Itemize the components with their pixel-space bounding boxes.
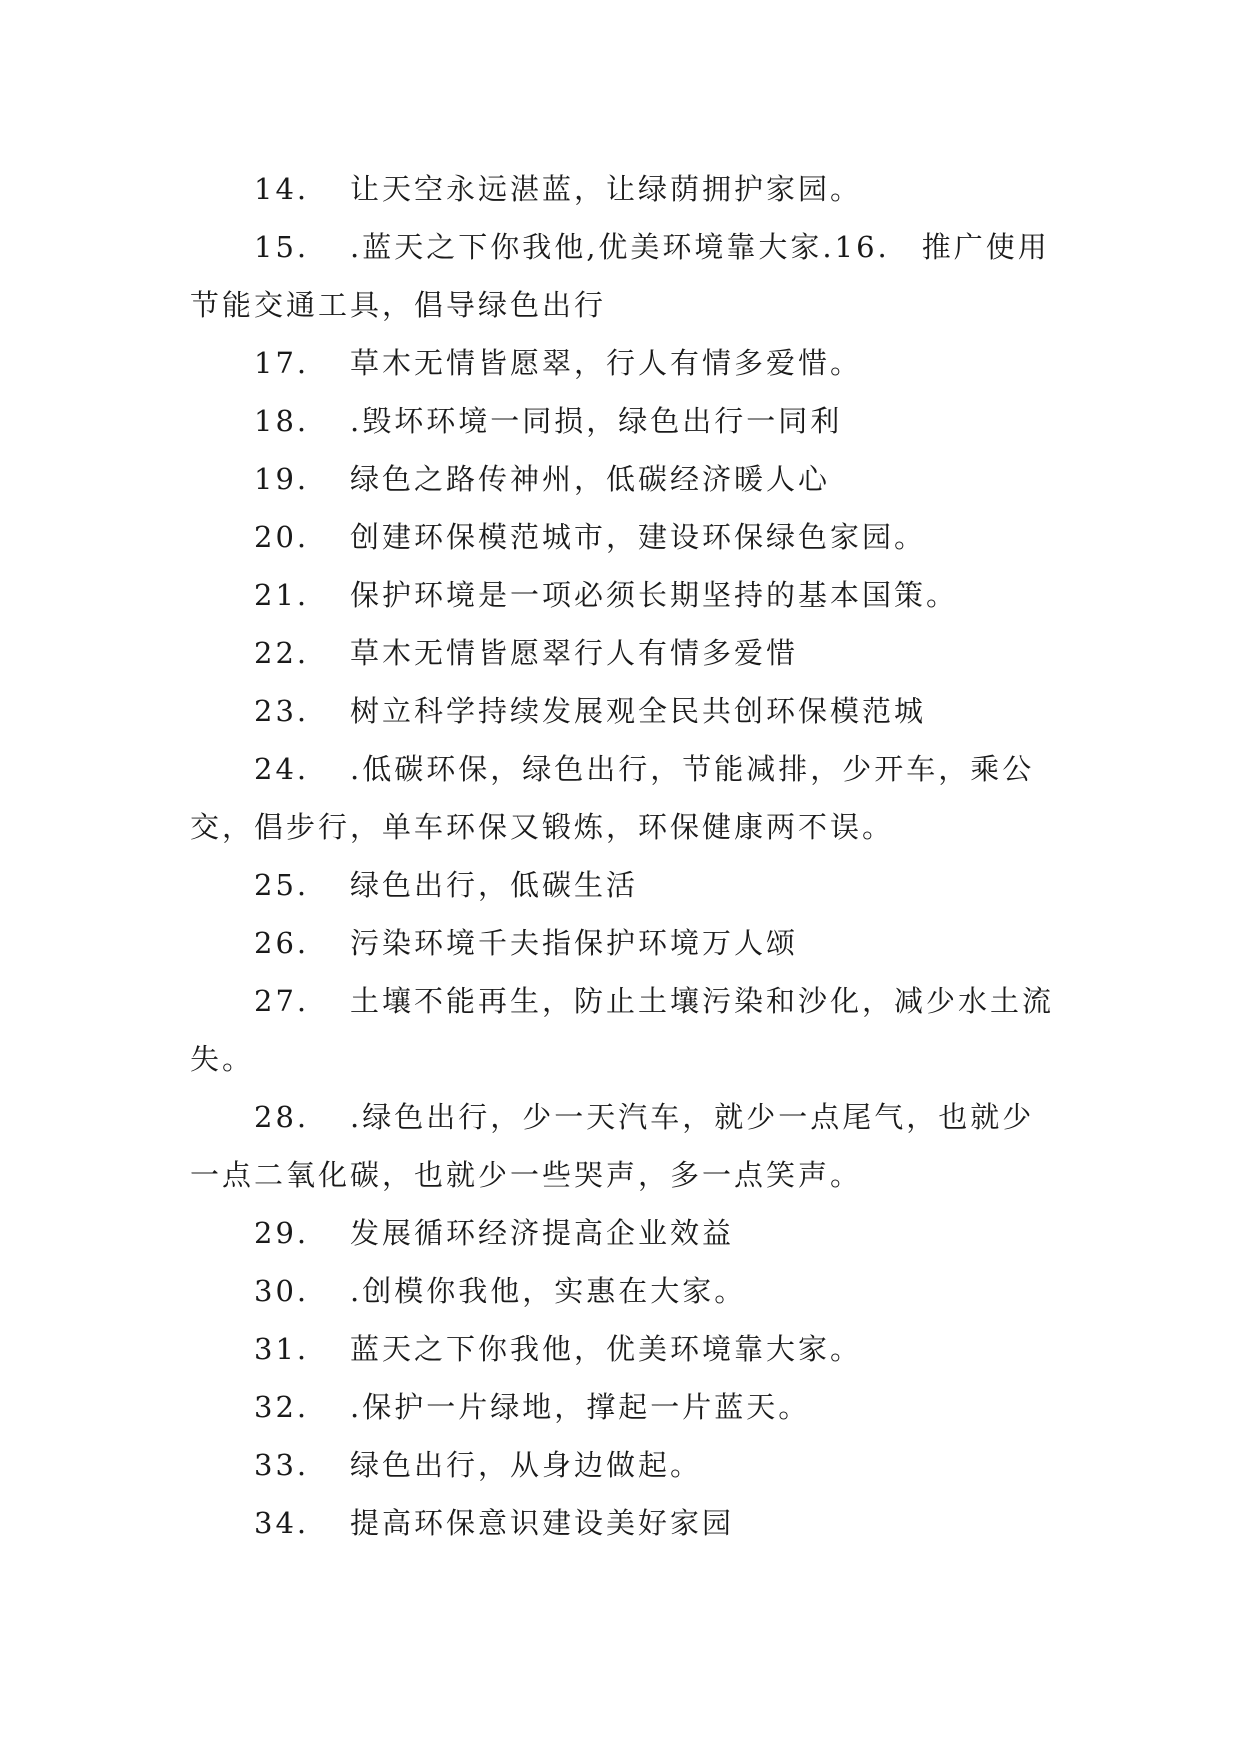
item-number: 28. [254, 1100, 310, 1134]
item-text: 草木无情皆愿翠，行人有情多爱惜。 [350, 346, 863, 380]
item-number: 22. [254, 636, 310, 670]
item-text: .低碳环保，绿色出行，节能减排，少开车，乘公交，倡步行，单车环保又锻炼，环保健康两不误。 [190, 752, 1035, 844]
item-number: 17. [254, 346, 310, 380]
slogan-list [190, 160, 1060, 1552]
item-number: 33. [254, 1448, 310, 1482]
item-number: 20. [254, 520, 310, 554]
item-number: 31. [254, 1332, 310, 1366]
list-item [190, 1378, 1060, 1436]
item-number: 34. [254, 1506, 310, 1540]
list-item [190, 508, 1060, 566]
item-number: 23. [254, 694, 310, 728]
item-number: 15. [254, 230, 310, 264]
item-number: 25. [254, 868, 310, 902]
list-item [190, 972, 1060, 1088]
list-item [190, 914, 1060, 972]
item-text: 蓝天之下你我他，优美环境靠大家。 [350, 1332, 863, 1366]
list-item [190, 1320, 1060, 1378]
item-text: .保护一片绿地，撑起一片蓝天。 [350, 1390, 811, 1424]
item-text: 发展循环经济提高企业效益 [350, 1216, 735, 1250]
item-text: 创建环保模范城市，建设环保绿色家园。 [350, 520, 927, 554]
item-number: 19. [254, 462, 310, 496]
item-text: 草木无情皆愿翠行人有情多爱惜 [350, 636, 799, 670]
item-text: .毁坏环境一同损，绿色出行一同利 [350, 404, 843, 438]
list-item [190, 1204, 1060, 1262]
list-item [190, 740, 1060, 856]
item-number: 29. [254, 1216, 310, 1250]
item-text: 绿色出行，从身边做起。 [350, 1448, 703, 1482]
list-item [190, 450, 1060, 508]
list-item [190, 682, 1060, 740]
item-text: 树立科学持续发展观全民共创环保模范城 [350, 694, 927, 728]
item-number: 32. [254, 1390, 310, 1424]
item-text: .蓝天之下你我他,优美环境靠大家.16. 推广使用节能交通工具，倡导绿色出行 [190, 230, 1050, 322]
list-item [190, 1494, 1060, 1552]
list-item [190, 392, 1060, 450]
list-item [190, 624, 1060, 682]
item-text: 让天空永远湛蓝，让绿荫拥护家园。 [350, 172, 863, 206]
list-item [190, 1436, 1060, 1494]
item-number: 24. [254, 752, 310, 786]
list-item [190, 160, 1060, 218]
item-number: 26. [254, 926, 310, 960]
item-number: 14. [254, 172, 310, 206]
list-item [190, 566, 1060, 624]
list-item [190, 218, 1060, 334]
item-text: 绿色出行，低碳生活 [350, 868, 639, 902]
list-item [190, 1088, 1060, 1204]
item-number: 27. [254, 984, 310, 1018]
item-text: .绿色出行，少一天汽车，就少一点尾气，也就少一点二氧化碳，也就少一些哭声，多一点笑声。 [190, 1100, 1035, 1192]
item-number: 21. [254, 578, 310, 612]
item-text: 土壤不能再生，防止土壤污染和沙化，减少水土流失。 [190, 984, 1055, 1076]
item-number: 30. [254, 1274, 310, 1308]
item-number: 18. [254, 404, 310, 438]
list-item [190, 334, 1060, 392]
item-text: 提高环保意识建设美好家园 [350, 1506, 735, 1540]
item-text: 保护环境是一项必须长期坚持的基本国策。 [350, 578, 959, 612]
item-text: .创模你我他，实惠在大家。 [350, 1274, 747, 1308]
list-item [190, 1262, 1060, 1320]
item-text: 污染环境千夫指保护环境万人颂 [350, 926, 799, 960]
list-item [190, 856, 1060, 914]
item-text: 绿色之路传神州，低碳经济暖人心 [350, 462, 831, 496]
